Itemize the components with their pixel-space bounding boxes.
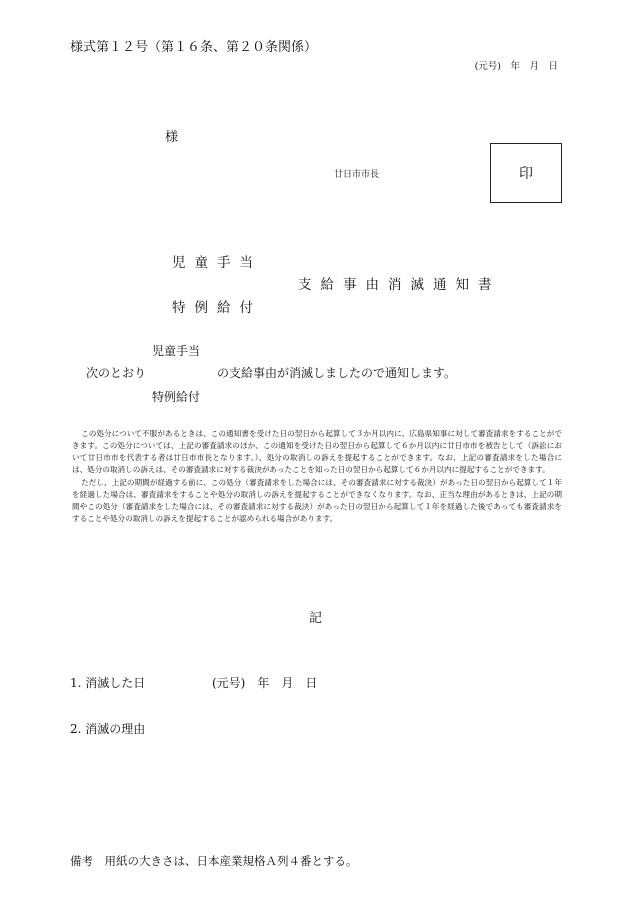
item1-label: 1. 消滅した日 (70, 676, 146, 690)
notice-paragraph: ただし、上記の期間が経過する前に、この処分（審査請求をした場合には、その審査請求に対する裁決）があった日の翌日から起算して１年を経過した場合は、審査請求をすることや処分の取消しの訴えを提起することができなくなります。なお、正当な理由があるときは、上記の期間やこの処分（審査請求をした場合には、その審査請求に対する裁決）があった日の翌日から起算して１年を経過した後であっても審査請求をすることや処分の取消しの訴えを提起することが認められる場合があります。 (72, 477, 562, 523)
issuer-name: 廿日市市長 (334, 170, 380, 180)
addressee-suffix: 様 (165, 130, 179, 145)
title-option-child-allowance: 児童手当 (172, 255, 262, 271)
item2-label: 2. 消滅の理由 (70, 722, 146, 736)
body-suffix: の支給事由が消滅しましたので通知します。 (217, 366, 457, 380)
document-title: 支給事由消滅通知書 (298, 277, 501, 293)
body-option-child-allowance: 児童手当 (152, 344, 201, 358)
appeal-notice (72, 428, 562, 525)
seal-box (490, 143, 562, 203)
seal-label: 印 (519, 166, 533, 182)
title-option-special-benefit: 特例給付 (172, 300, 262, 316)
item1-date: (元号) 年 月 日 (212, 676, 318, 690)
body-option-special-benefit: 特例給付 (152, 390, 201, 404)
remark: 備考 用紙の大きさは、日本産業規格Ａ列４番とする。 (70, 854, 358, 868)
form-number: 様式第１２号（第１６条、第２０条関係） (70, 40, 318, 55)
issue-date: (元号) 年 月 日 (474, 61, 558, 72)
body-prefix: 次のとおり (86, 366, 147, 380)
ki-heading: 記 (309, 611, 323, 626)
notice-paragraph: この処分について不服があるときは、この通知書を受けた日の翌日から起算して３か月以内に、広島県知事に対して審査請求をすることができます。この処分については、上記の審査請求のほか、この通知を受けた日の翌日から起算して６か月以内に廿日市市を被告として（訴訟において廿日市市を代表する者は廿日市市長となります。）、処分の取消しの訴えを提起することができます。なお、上記の審査請求をした場合には、処分の取消しの訴えは、その審査請求に対する裁決があったことを知った日の翌日から起算して６か月以内に提起することができます。 (72, 429, 562, 475)
